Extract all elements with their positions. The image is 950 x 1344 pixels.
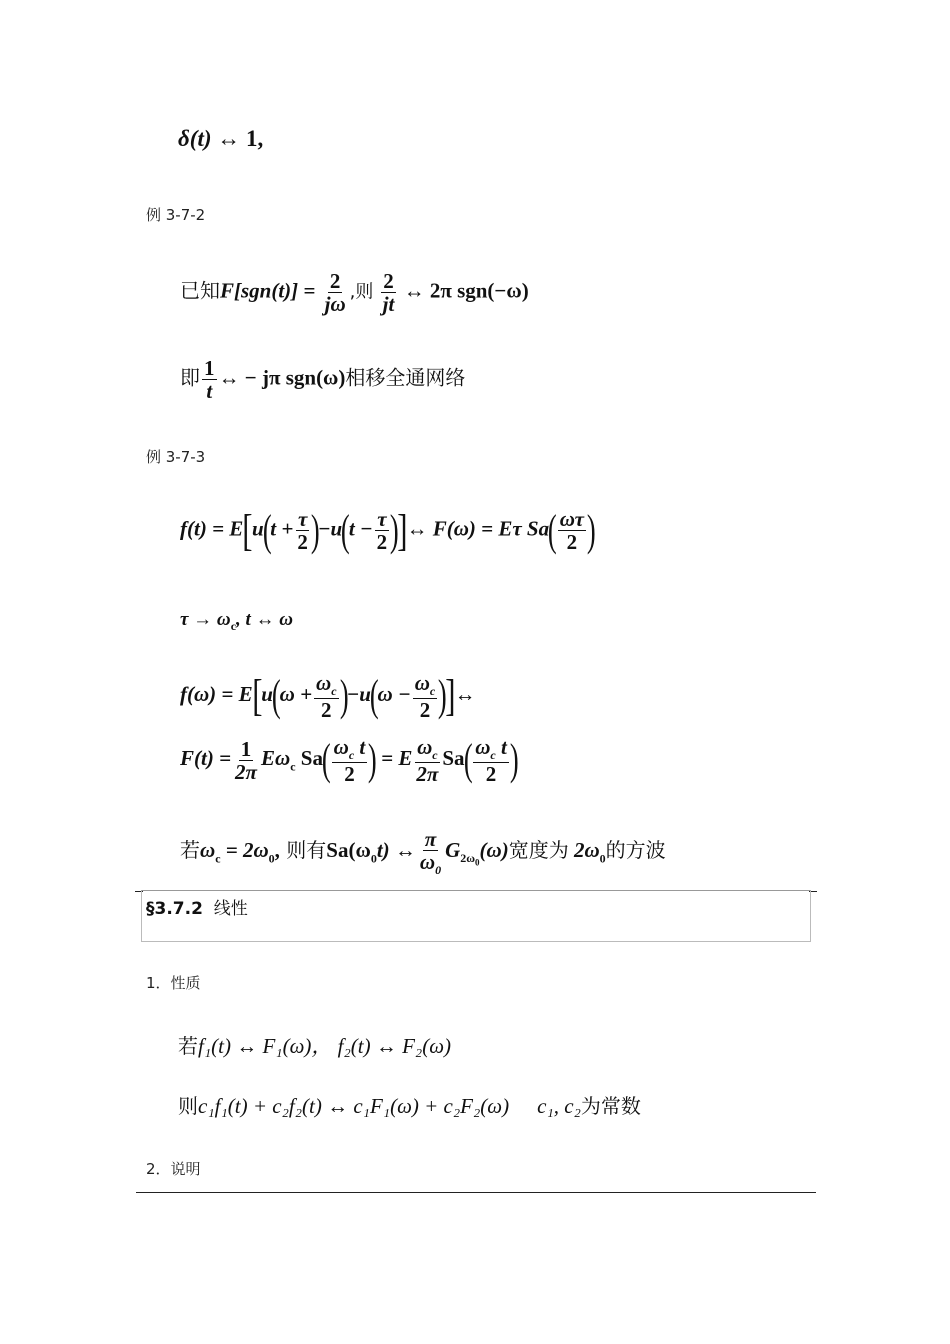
subscript: c <box>331 684 337 699</box>
subscript: 0 <box>475 857 480 868</box>
omega: ω <box>316 671 332 695</box>
linearity-result <box>178 1090 641 1119</box>
frac-num <box>413 672 438 699</box>
sa-fn: Sa <box>442 746 465 771</box>
frac-num: 1 <box>240 736 252 761</box>
omega: ω <box>333 735 349 759</box>
frac-num: τ <box>297 507 308 531</box>
paren-left: ( <box>271 671 281 721</box>
frac-wct-2 <box>473 736 509 785</box>
premise-text: f₁(t) ↔ F₁(ω)， f₂(t) ↔ F₂(ω) <box>198 1034 452 1058</box>
item-2-label: 2．说明 <box>146 1160 201 1178</box>
paren-left: ( <box>463 735 473 785</box>
eq-sgn-rhs: ↔ 2π sgn(−ω) <box>403 278 529 303</box>
paren-left: ( <box>321 735 331 785</box>
e-omega-c: Eω <box>261 746 291 771</box>
paren-left: ( <box>369 671 379 721</box>
u-fn: u <box>359 682 371 707</box>
frac-num: π <box>424 827 437 851</box>
frac-num: 2 <box>329 269 341 293</box>
example-label-3: 例 3-7-3 <box>146 448 206 466</box>
constants-desc: 为常数 <box>580 1094 641 1118</box>
paren-left: ( <box>548 505 557 555</box>
omega: ω <box>419 850 436 875</box>
frac-tau-2 <box>375 508 390 553</box>
bracket-right: ] <box>396 505 408 555</box>
example-3-eq5 <box>180 828 666 877</box>
paren-left: ( <box>262 505 272 555</box>
example-3-eq1 <box>180 505 596 555</box>
paren-right: ) <box>390 505 399 555</box>
frac-1-t <box>202 357 217 402</box>
omega: ω <box>475 735 491 759</box>
frac-num <box>314 672 339 699</box>
eq-tau-wc: τ → ω <box>180 609 231 630</box>
prefix-ruo: 若 <box>180 838 200 863</box>
sa-tail: t) ↔ <box>376 838 416 863</box>
subscript: 0 <box>370 851 377 866</box>
eq-t-w: , t ↔ ω <box>236 609 294 630</box>
then-text: 则有 <box>279 838 327 863</box>
cond-rhs: = 2ω <box>220 838 269 863</box>
subscript: 0 <box>599 851 606 866</box>
frac-num: ωτ <box>559 507 584 531</box>
subscript: c <box>215 851 221 866</box>
frac-den: 2π <box>235 759 258 784</box>
example-2-line2 <box>180 357 465 402</box>
frac-den <box>418 851 443 877</box>
paren-right: ) <box>310 505 320 555</box>
u-fn: u <box>330 516 343 541</box>
subscript: c <box>490 748 496 763</box>
comma: , <box>274 838 280 863</box>
omega: ω <box>200 838 216 863</box>
paren-right: ) <box>586 505 596 555</box>
bracket-left: [ <box>242 505 253 555</box>
section-title <box>146 894 248 919</box>
eq-delta-arrow: ↔ <box>217 126 241 151</box>
frac-num: 2 <box>383 269 394 293</box>
gate-arg: (ω) <box>479 838 509 863</box>
paren-right: ) <box>509 735 519 785</box>
frac-num: τ <box>377 507 387 531</box>
bracket-right: ] <box>445 671 456 721</box>
eq-lhs: f(ω) = E <box>180 682 253 707</box>
t-var: t <box>495 735 507 759</box>
item-1-label: 1．性质 <box>146 974 201 992</box>
u-fn: u <box>251 516 264 541</box>
t-var: t <box>354 735 366 759</box>
bracket-left: [ <box>251 671 263 721</box>
subscript: c <box>290 759 296 774</box>
section-heading-box <box>141 890 811 942</box>
frac-den: 2π <box>416 761 439 786</box>
frac-den: 2 <box>566 530 578 555</box>
t-plus: t + <box>270 516 294 541</box>
frac-den: 2 <box>419 697 431 722</box>
minus-sign: − <box>347 682 360 707</box>
frac-den: 2 <box>376 530 388 555</box>
u-fn: u <box>261 682 273 707</box>
frac-tau-2 <box>295 508 310 553</box>
frac-den: jω <box>324 292 346 317</box>
eq-sgn-f: F[sgn(t)] = <box>220 278 316 303</box>
frac-num <box>415 736 440 763</box>
arrow: ↔ <box>454 682 476 707</box>
width-value: 2ω <box>568 838 600 863</box>
prefix-yizhi: 已知 <box>180 278 220 303</box>
eq-delta-rhs: 1 <box>246 126 258 151</box>
linearity-premise <box>178 1030 451 1060</box>
example-3-eq4 <box>180 736 517 785</box>
sa-fn: Sa <box>300 746 323 771</box>
omega: ω <box>417 735 433 759</box>
eq-lhs: f(t) = E <box>180 516 244 541</box>
desc-square-wave: 的方波 <box>605 838 666 863</box>
example-2-line1 <box>180 270 529 315</box>
subscript: 0 <box>435 863 442 878</box>
desc-width: 宽度为 <box>508 838 569 863</box>
result-text: c₁f₁(t) + c₂f₂(t) ↔ c₁F₁(ω) + c₂F₂(ω) <box>198 1094 510 1118</box>
prefix-ze: 则 <box>178 1094 198 1118</box>
sa-fn: Sa(ω <box>326 838 371 863</box>
frac-1-2pi <box>233 738 259 783</box>
gate-subscript <box>460 851 480 868</box>
frac-2-jt <box>381 270 397 315</box>
subscript: 2ω <box>460 851 476 866</box>
eq-delta-tail: , <box>257 126 264 151</box>
paren-right: ) <box>438 671 447 721</box>
frac-den: 2 <box>485 761 497 786</box>
bottom-rule <box>136 1192 816 1193</box>
paren-left: ( <box>341 505 350 555</box>
frac-wc-2pi <box>414 736 440 785</box>
subscript: c <box>429 684 436 699</box>
frac-num <box>473 736 509 763</box>
prefix-ji: 即 <box>180 365 200 390</box>
eq-delta <box>178 126 263 152</box>
frac-den: 2 <box>297 530 308 555</box>
example-3-eq3 <box>180 672 476 721</box>
frac-num <box>332 736 368 763</box>
paren-right: ) <box>339 671 349 721</box>
frac-den: 2 <box>321 697 332 722</box>
frac-wtau-2 <box>558 508 586 553</box>
t-minus: t − <box>348 516 373 541</box>
eq-lhs: F(t) = <box>180 746 232 771</box>
allpass-text: 相移全通网络 <box>345 365 466 390</box>
subscript: c <box>348 748 355 763</box>
eq-hilbert-rhs: ↔ − jπ sgn(ω) <box>218 365 346 390</box>
frac-2-jw <box>323 270 348 315</box>
omega: ω <box>414 671 430 695</box>
eq-rhs: ↔ F(ω) = Eτ Sa <box>406 516 550 541</box>
example-label-2: 例 3-7-2 <box>146 206 206 224</box>
example-3-eq2 <box>180 609 293 634</box>
section-number: §3.7.2 <box>146 899 203 919</box>
frac-wc-2 <box>314 672 339 721</box>
subscript: c <box>432 748 438 763</box>
frac-wc-2 <box>413 672 438 721</box>
subscript: c <box>230 618 237 633</box>
equals-e: = E <box>381 746 413 771</box>
gate-fn: G <box>445 838 461 863</box>
frac-num: 1 <box>204 356 215 380</box>
subscript: 0 <box>268 851 275 866</box>
section-name: 线性 <box>213 899 248 919</box>
prefix-ruo: 若 <box>178 1034 198 1058</box>
w-minus: ω − <box>377 682 411 707</box>
frac-wct-2 <box>332 736 368 785</box>
eq-delta-lhs: δ(t) <box>178 126 212 151</box>
constants: c₁, c₂ <box>537 1094 581 1118</box>
frac-den: t <box>206 379 213 404</box>
mid-ze: ,则 <box>349 281 374 303</box>
minus-sign: − <box>318 516 331 541</box>
frac-den: 2 <box>344 761 355 786</box>
paren-right: ) <box>368 735 377 785</box>
w-plus: ω + <box>279 682 313 707</box>
frac-pi-w0 <box>418 828 443 877</box>
frac-den: jt <box>382 292 395 317</box>
